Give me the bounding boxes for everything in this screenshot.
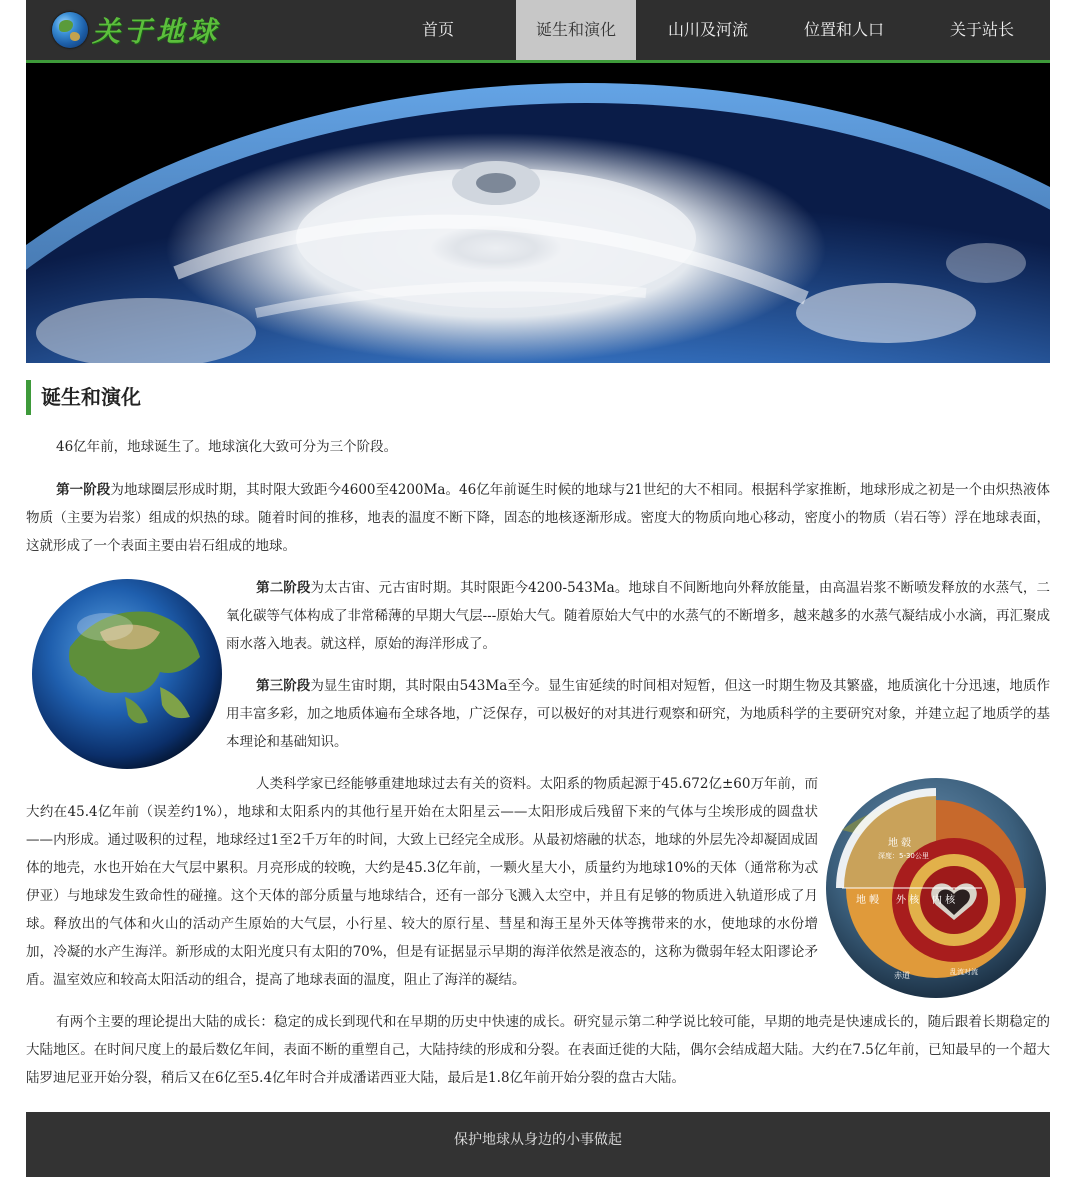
stage1-text: 为地球圈层形成时期，其时限大致距今4600至4200Ma。46亿年前诞生时候的地球与21世纪的大不相同。根据科学家推断，地球形成之初是一个由炽热液体物质（主要为岩浆）组成的炽热的球。随着时间的推移，地表的温度不断下降，固态的地核逐渐形成。密度大的物质向地心移动，密度小的物质（岩石等）浮在地球表面，这就形成了一个表面主要由岩石组成的地球。 [26, 482, 1050, 554]
inner-core-label: 内 核 [932, 895, 956, 906]
earth-structure-diagram [822, 770, 1050, 1006]
mantle-label: 地 幔 [856, 895, 880, 906]
nav-item-about-owner[interactable]: 关于站长 [949, 20, 1014, 39]
globe-logo-icon [52, 12, 88, 48]
section-title: 诞生和演化 [26, 380, 141, 415]
intro-paragraph [26, 433, 1050, 461]
site-footer [26, 1112, 1050, 1177]
nav-item-home[interactable]: 首页 [421, 20, 454, 39]
depth-label: 深度：5-30公里 [878, 852, 929, 860]
history-text: 人类科学家已经能够重建地球过去有关的资料。太阳系的物质起源于45.672亿±60万年前，而大约在45.4亿年前（误差约1%），地球和太阳系内的其他行星开始在太阳星云——太阳形成后残留下来的气体与尘埃形成的圆盘状——内形成。通过吸积的过程，地球经过1至2千万年的时间，大致上已经完全成形。从最初熔融的状态，地球的外层先冷却凝固成固体的地壳，水也开始在大气层中累积。月亮形成的较晚，大约是45.3亿年前，一颗火星大小，质量约为地球10%的天体（通常称为忒伊亚）与地球发生致命性的碰撞。这个天体的部分质量与地球结合，还有一部分飞溅入太空中，并且有足够的物质进入轨道形成了月球。释放出的气体和火山的活动产生原始的大气层，小行星、较大的原行星、彗星和海王星外天体等携带来的水，使地球的水份增加，冷凝的水产生海洋。新形成的太阳光度只有太阳的70%，但是有证据显示早期的海洋依然是液态的，这称为微弱年轻太阳谬论矛盾。温室效应和较高太阳活动的组合，提高了地球表面的温度，阻止了海洋的凝结。 [26, 776, 818, 988]
continents-text: 有两个主要的理论提出大陆的成长：稳定的成长到现代和在早期的历史中快速的成长。研究显示第二种学说比较可能，早期的地壳是快速成长的，随后跟着长期稳定的大陆地区。在时间尺度上的最后数亿年间，表面不断的重塑自己，大陆持续的形成和分裂。在表面迁徙的大陆，偶尔会结成超大陆。大约在7.5亿年前，已知最早的一个超大陆罗迪尼亚开始分裂，稍后又在6亿至5.4亿年时合并成潘诺西亚大陆，最后是1.8亿年前开始分裂的盘古大陆。 [26, 1014, 1050, 1086]
history-paragraph [26, 770, 818, 994]
stage3-label: 第三阶段 [256, 678, 311, 694]
stage2-label: 第二阶段 [256, 580, 311, 596]
hero-banner-image [26, 63, 1050, 363]
stage1-paragraph [26, 476, 1050, 560]
intro-text: 46亿年前，地球诞生了。地球演化大致可分为三个阶段。 [56, 439, 398, 455]
site-header [26, 0, 1050, 63]
nav-item-location-population[interactable]: 位置和人口 [803, 20, 884, 39]
nav-item-mountains-rivers[interactable]: 山川及河流 [667, 20, 748, 39]
crust-label: 地 毂 [888, 838, 912, 849]
site-logo[interactable] [52, 10, 220, 50]
logo-text: 关于地球 [92, 15, 221, 48]
continents-paragraph [26, 1008, 1050, 1092]
main-nav [378, 0, 1050, 60]
nav-item-birth-evolution[interactable]: 诞生和演化 [516, 0, 636, 60]
convection-label: 乱流对流 [950, 968, 978, 976]
stage2-paragraph [226, 574, 1050, 658]
stage1-label: 第一阶段 [56, 482, 111, 498]
stage3-paragraph [226, 672, 1050, 756]
equator-label: 赤道 [894, 971, 910, 980]
stage3-text: 为显生宙时期，其时限由543Ma至今。显生宙延续的时间相对短暂，但这一时期生物及其繁盛，地质演化十分迅速，地质作用丰富多彩，加之地质体遍布全球各地，广泛保存，可以极好的对其进行观察和研究，为地质科学的主要研究对象，并建立起了地质学的基本理论和基础知识。 [226, 678, 1051, 750]
footer-text: 保护地球从身边的小事做起 [454, 1132, 622, 1148]
globe-asia-image [30, 577, 224, 771]
outer-core-label: 外 核 [896, 895, 920, 906]
stage2-text: 为太古宙、元古宙时期。其时限距今4200-543Ma。地球自不间断地向外释放能量，由高温岩浆不断喷发释放的水蒸气，二氧化碳等气体构成了非常稀薄的早期大气层---原始大气。随着原始大气中的水蒸气的不断增多，越来越多的水蒸气凝结成小水滴，再汇聚成雨水落入地表。就这样，原始的海洋形成了。 [226, 580, 1050, 652]
earth-hurricane-illustration [26, 63, 1050, 363]
